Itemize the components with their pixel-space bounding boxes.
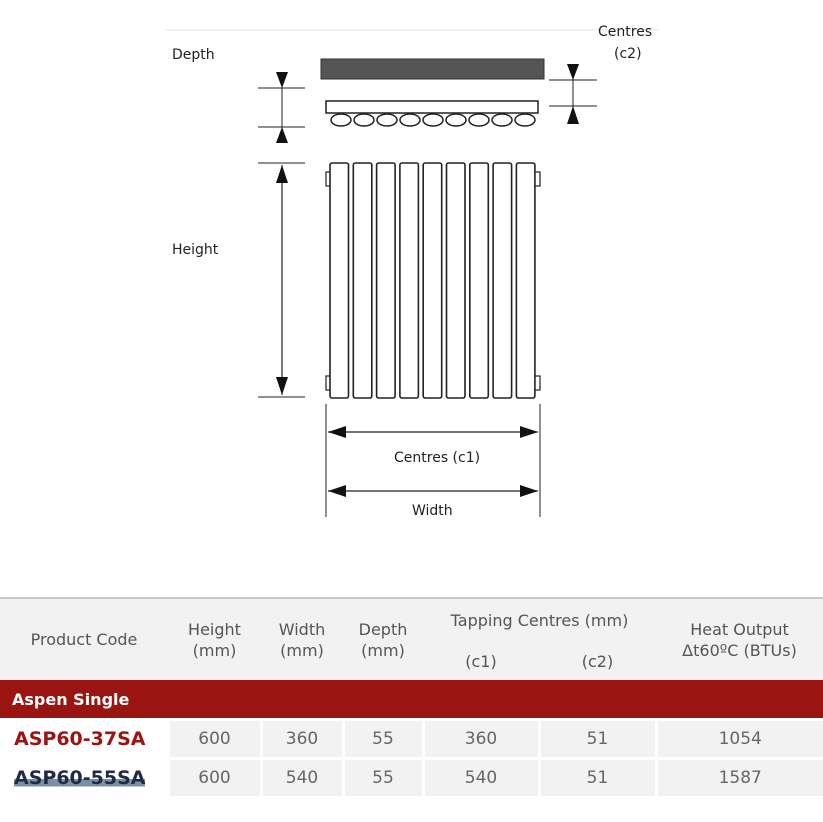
header-width-line2: (mm) xyxy=(280,640,324,660)
header-heat-line1: Heat Output xyxy=(690,619,789,639)
height-arrow-up xyxy=(276,165,288,183)
width-arrow-left xyxy=(328,485,346,497)
height-label: Height xyxy=(172,242,219,258)
c1-cell: 360 xyxy=(423,720,539,759)
radiator-column xyxy=(516,163,535,398)
header-depth xyxy=(343,598,423,680)
header-c1: (c1) xyxy=(423,642,539,680)
product-code-cell: ASP60-37SA xyxy=(0,720,168,759)
tube-oval xyxy=(469,114,489,126)
table-row xyxy=(0,720,823,759)
depth-cell: 55 xyxy=(343,759,423,797)
radiator-column xyxy=(423,163,442,398)
height-cell: 600 xyxy=(168,759,261,797)
header-product-code: Product Code xyxy=(0,598,168,680)
top-view-dark-bar xyxy=(321,59,544,79)
heat-output-cell: 1054 xyxy=(656,720,823,759)
radiator-column xyxy=(353,163,372,398)
radiator-column xyxy=(493,163,512,398)
header-c2: (c2) xyxy=(539,642,656,680)
heat-output-cell: 1587 xyxy=(656,759,823,797)
tube-oval xyxy=(492,114,512,126)
header-heat-output xyxy=(656,598,823,680)
c2-cell: 51 xyxy=(539,720,656,759)
header-height xyxy=(168,598,261,680)
tube-oval xyxy=(354,114,374,126)
tube-oval xyxy=(331,114,351,126)
product-code-text: ASP60-55SA xyxy=(14,767,146,789)
width-cell: 540 xyxy=(261,759,343,797)
c1-arrow-left xyxy=(328,426,346,438)
c1-arrow-right xyxy=(520,426,538,438)
radiator-column xyxy=(330,163,349,398)
tube-oval xyxy=(377,114,397,126)
header-heat-line2: Δt60ºC (BTUs) xyxy=(682,640,797,660)
tube-oval xyxy=(446,114,466,126)
width-cell: 360 xyxy=(261,720,343,759)
width-label: Width xyxy=(412,503,453,519)
c1-cell: 540 xyxy=(423,759,539,797)
width-arrow-right xyxy=(520,485,538,497)
tube-oval xyxy=(515,114,535,126)
depth-cell: 55 xyxy=(343,720,423,759)
c2-arrow-up xyxy=(567,106,579,124)
radiator-column xyxy=(470,163,489,398)
header-width xyxy=(261,598,343,680)
header-depth-line2: (mm) xyxy=(361,640,405,660)
specification-table xyxy=(0,597,823,796)
radiator-column xyxy=(377,163,396,398)
product-code-cell xyxy=(0,759,168,797)
radiator-column xyxy=(447,163,466,398)
centres-c2-label-line1: Centres xyxy=(598,24,653,40)
tube-oval xyxy=(400,114,420,126)
table-row xyxy=(0,759,823,797)
header-width-line1: Width xyxy=(278,619,326,639)
depth-label: Depth xyxy=(172,47,215,63)
centres-c1-label: Centres (c1) xyxy=(394,450,481,466)
depth-arrow-up xyxy=(276,127,288,143)
top-view-rail xyxy=(326,101,538,113)
c2-cell: 51 xyxy=(539,759,656,797)
header-height-line1: Height xyxy=(188,619,241,639)
header-height-line2: (mm) xyxy=(192,640,237,660)
centres-c2-label-line2: (c2) xyxy=(614,46,642,62)
header-tapping-centres: Tapping Centres (mm) xyxy=(423,598,656,642)
header-depth-line1: Depth xyxy=(358,619,408,639)
c2-arrow-down xyxy=(567,64,579,80)
section-title: Aspen Single xyxy=(0,680,823,720)
tube-oval xyxy=(423,114,443,126)
height-arrow-down xyxy=(276,377,288,395)
depth-arrow-down xyxy=(276,72,288,88)
radiator-column xyxy=(400,163,419,398)
height-cell: 600 xyxy=(168,720,261,759)
